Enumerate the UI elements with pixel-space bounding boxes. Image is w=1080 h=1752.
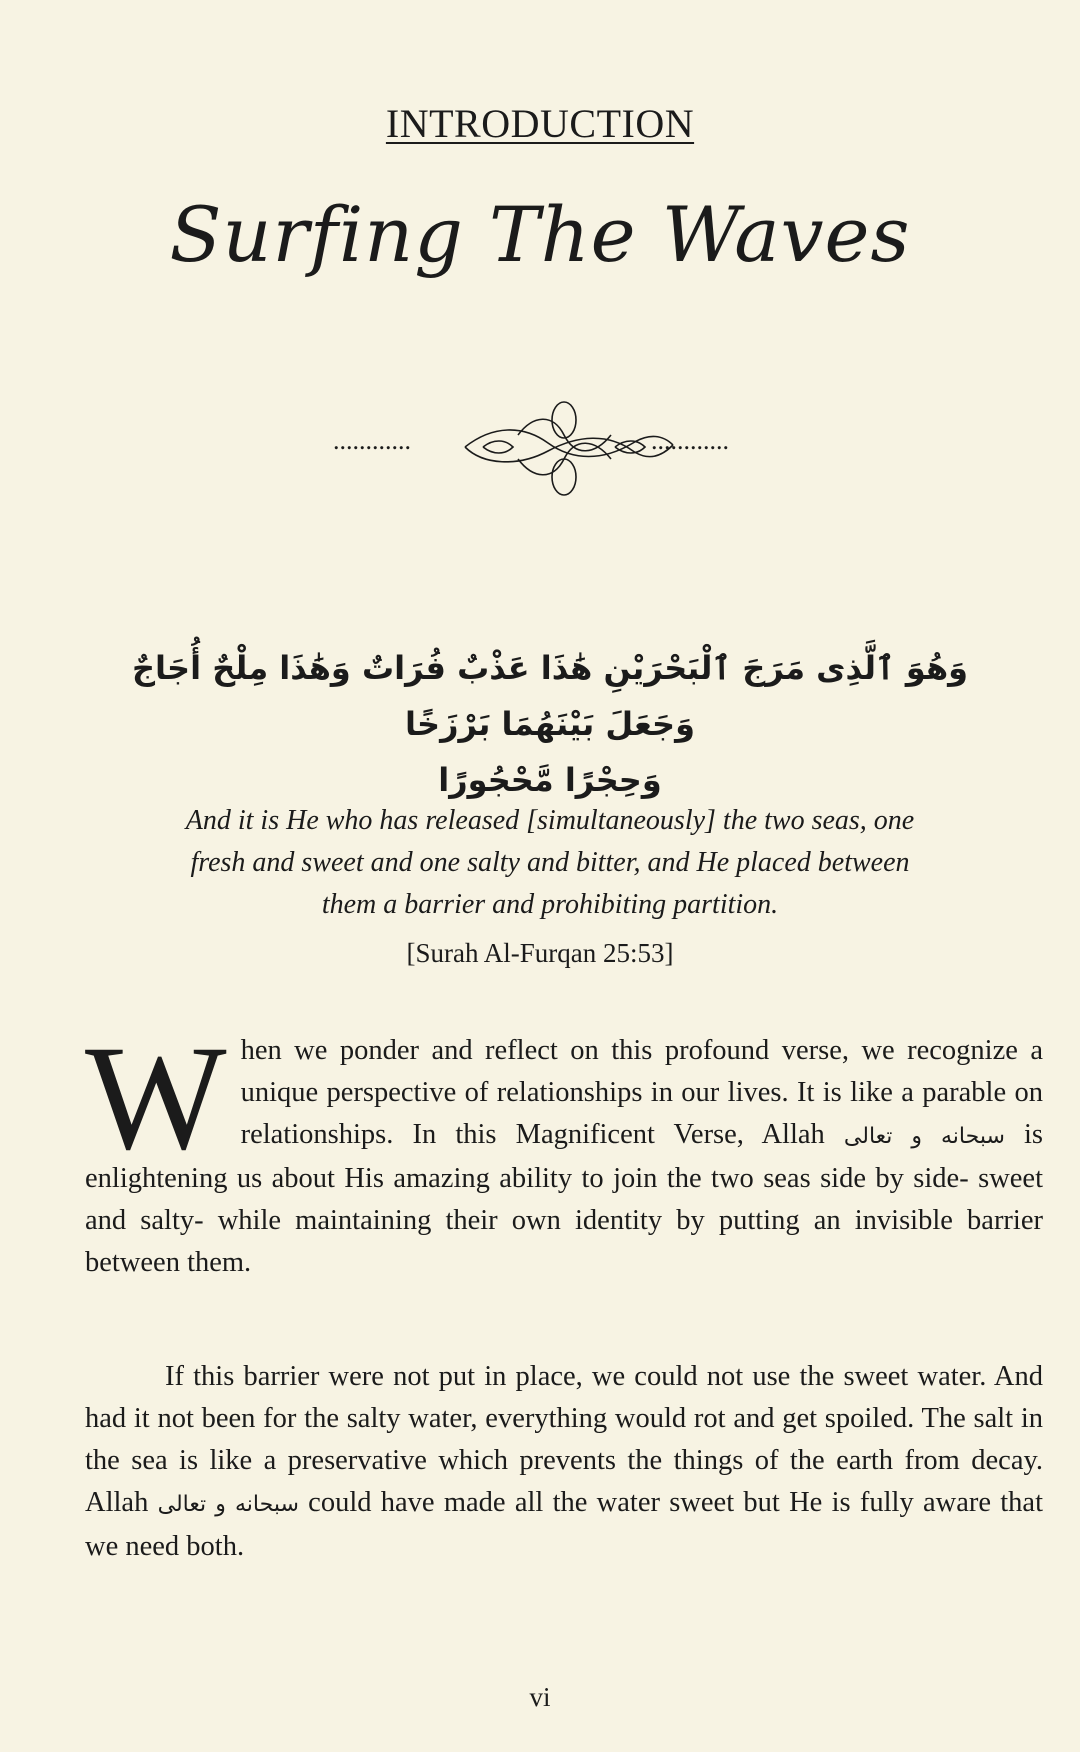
inline-arabic-honorific: سبحانه و تعالى xyxy=(843,1124,1005,1149)
divider-dots-left: ............ xyxy=(333,426,411,455)
page-number: vi xyxy=(529,1682,551,1712)
flourish-knot xyxy=(465,402,673,495)
divider-dots-right: ............ xyxy=(651,426,729,455)
verse-reference: [Surah Al-Furqan 25:53] xyxy=(406,938,674,968)
translation-line-2: fresh and sweet and one salty and bitter, and He placed between xyxy=(190,847,910,878)
paragraph-1-text-a: hen we ponder and reflect on this profound verse, we recognize a unique perspective of relationships in our lives. It is like a parable on relationships. In this Magnificent Verse, Allah xyxy=(240,1035,1043,1150)
section-heading: INTRODUCTION xyxy=(385,101,695,146)
inline-arabic-honorific: سبحانه و تعالى xyxy=(157,1492,299,1517)
paragraph-1-text-b: is enlightening us about His amazing ability to join the two seas side by side- sweet and salty- while maintaining their own identity by putting an invisible barrier between them. xyxy=(85,1119,1044,1278)
paragraph-2 xyxy=(85,1356,1043,1568)
quran-verse-arabic xyxy=(110,640,990,808)
verse-translation xyxy=(110,800,990,926)
paragraph-2-text-b: could have made all the water sweet but He is fully aware that we need both. xyxy=(85,1487,1044,1562)
paragraph-2-text-a: If this barrier were not put in place, we could not use the sweet water. And had it not been for the salty water, everything would rot and get spoiled. The salt in the sea is like a preservative which prevents the things of the earth from decay. Allah xyxy=(85,1361,1043,1518)
arabic-line-2: وَحِجْرًا مَّحْجُورًا xyxy=(438,761,662,799)
chapter-title: Surfing The Waves xyxy=(169,190,911,279)
arabic-line-1: وَهُوَ ٱلَّذِى مَرَجَ ٱلْبَحْرَيْنِ هَٰذَا عَذْبٌ فُرَاتٌ وَهَٰذَا مِلْحٌ أُجَاجٌ وَجَعَلَ بَيْنَهُمَا بَرْزَخًا xyxy=(131,649,969,743)
flourish-divider-icon xyxy=(333,395,795,505)
translation-line-1: And it is He who has released [simultaneously] the two seas, one xyxy=(185,805,915,836)
drop-cap: W xyxy=(85,1015,227,1181)
paragraph-1 xyxy=(85,1015,1044,1284)
translation-line-3: them a barrier and prohibiting partition. xyxy=(321,889,779,920)
